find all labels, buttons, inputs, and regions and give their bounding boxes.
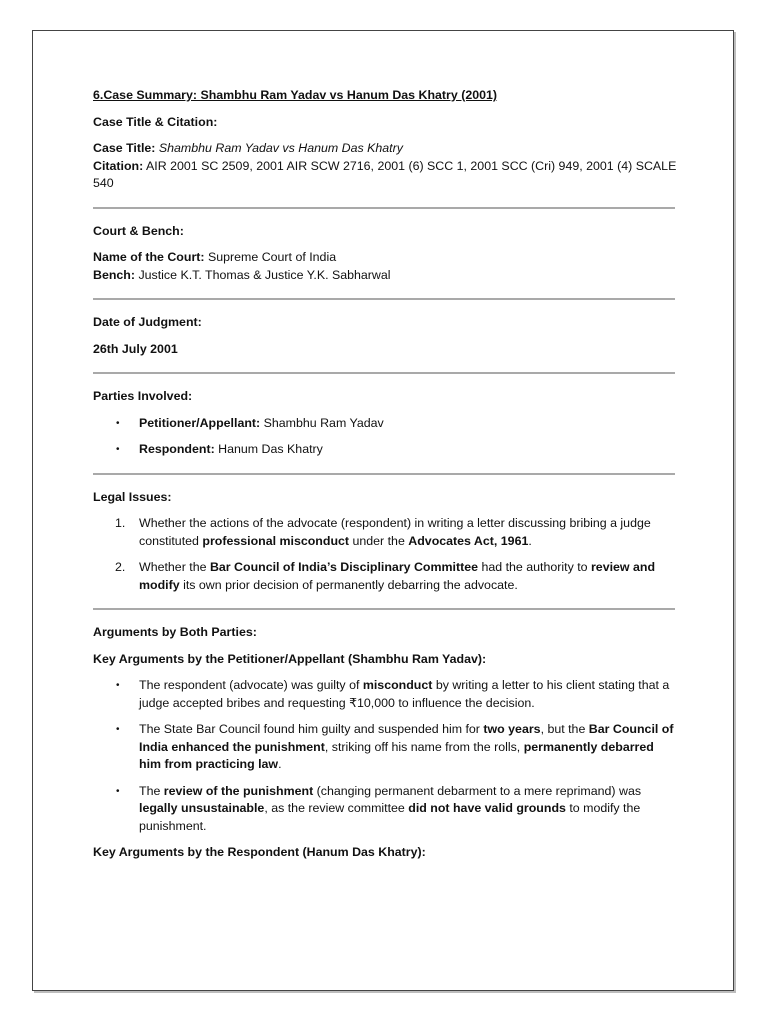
list-item: [93, 415, 678, 433]
respondent-arguments-heading: Key Arguments by the Respondent (Hanum Das Khatry):: [93, 845, 426, 859]
case-summary-title: 6.Case Summary: Shambhu Ram Yadav vs Hanum Das Khatry (2001): [93, 88, 498, 102]
issue-emphasis: Bar Council of India’s Disciplinary Committee: [209, 560, 479, 574]
section-divider: [93, 207, 675, 209]
list-item: [93, 677, 678, 712]
court-heading: Court & Bench:: [93, 223, 184, 238]
issue-emphasis: Advocates Act, 1961: [408, 533, 529, 548]
argument-text: , but the: [540, 722, 589, 736]
bullet-icon: •: [116, 680, 120, 691]
document-page: [32, 30, 734, 991]
bullet-icon: •: [116, 417, 120, 429]
argument-text: to modify the punishment.: [139, 801, 641, 833]
section-divider: [93, 473, 675, 475]
argument-emphasis: permanently debarred him from practicing law: [139, 739, 654, 771]
court-line: [93, 249, 678, 267]
case-title-line: [93, 140, 678, 158]
list-item: [93, 721, 678, 774]
argument-emphasis: review of the punishment: [163, 783, 314, 798]
document-content: [93, 87, 678, 871]
argument-text: The State Bar Council found him guilty and suspended him for: [139, 722, 484, 736]
issue-text: under the: [349, 533, 409, 548]
petitioner-label: Petitioner/Appellant:: [139, 415, 261, 430]
argument-text: , striking off his name from the rolls,: [324, 739, 524, 754]
argument-text: The: [139, 783, 164, 798]
argument-text: The respondent (advocate) was guilty of: [139, 678, 363, 692]
bench-label: Bench:: [93, 267, 135, 282]
legal-issues-list: [93, 515, 678, 594]
date-value: 26th July 2001: [93, 341, 178, 356]
date-heading: Date of Judgment:: [93, 315, 202, 329]
argument-text: by writing a letter to his client stating that a judge accepted bribes and requesting ₹10,000 to influence the decision.: [139, 678, 670, 710]
court-value: Supreme Court of India: [207, 250, 337, 264]
bullet-icon: •: [116, 724, 120, 735]
citation-value: AIR 2001 SC 2509, 2001 AIR SCW 2716, 2001 (6) SCC 1, 2001 SCC (Cri) 949, 2001 (4) SCALE 540: [93, 158, 677, 190]
parties-list: [93, 415, 678, 459]
argument-text: .: [278, 757, 282, 771]
list-item: [93, 783, 678, 836]
case-title-label: Case Title:: [93, 141, 156, 155]
case-title-heading: Case Title & Citation:: [93, 114, 218, 129]
court-label: Name of the Court:: [93, 250, 205, 264]
bench-line: [93, 267, 678, 285]
argument-text: (changing permanent debarment to a mere reprimand) was: [313, 783, 642, 798]
list-number: 1.: [115, 516, 126, 530]
argument-emphasis: misconduct: [362, 678, 433, 692]
list-item: [93, 559, 678, 594]
issue-emphasis: professional misconduct: [202, 533, 350, 548]
bullet-icon: •: [116, 785, 120, 797]
petitioner-value: Shambhu Ram Yadav: [263, 415, 384, 430]
bullet-icon: •: [116, 444, 120, 455]
issue-text: its own prior decision of permanently debarring the advocate.: [179, 577, 518, 592]
argument-emphasis: legally unsustainable: [139, 801, 265, 815]
argument-emphasis: two years: [483, 722, 541, 736]
arguments-heading: Arguments by Both Parties:: [93, 625, 257, 639]
section-divider: [93, 298, 675, 300]
parties-heading: Parties Involved:: [93, 389, 193, 403]
section-divider: [93, 372, 675, 374]
list-number: 2.: [115, 560, 126, 574]
respondent-value: Hanum Das Khatry: [218, 442, 323, 456]
citation-label: Citation:: [93, 158, 144, 173]
issue-text: had the authority to: [478, 560, 591, 574]
argument-emphasis: Bar Council of India enhanced the punishment: [139, 722, 674, 754]
legal-issues-heading: Legal Issues:: [93, 489, 172, 504]
argument-emphasis: did not have valid grounds: [408, 801, 566, 815]
list-item: [93, 515, 678, 550]
petitioner-arguments-list: [93, 677, 678, 835]
issue-text: Whether the actions of the advocate (respondent) in writing a letter discussing bribing a judge constituted: [139, 516, 651, 548]
petitioner-arguments-heading: Key Arguments by the Petitioner/Appellant (Shambhu Ram Yadav):: [93, 651, 487, 666]
issue-text: .: [528, 533, 532, 548]
list-item: [93, 441, 678, 459]
case-title-value: Shambhu Ram Yadav vs Hanum Das Khatry: [158, 141, 403, 155]
bench-value: Justice K.T. Thomas & Justice Y.K. Sabharwal: [138, 267, 391, 282]
argument-text: , as the review committee: [264, 801, 409, 815]
citation-line: [93, 158, 678, 193]
issue-text: Whether the: [139, 560, 210, 574]
section-divider: [93, 608, 675, 610]
issue-emphasis: review and modify: [139, 560, 656, 592]
respondent-label: Respondent:: [139, 442, 215, 456]
